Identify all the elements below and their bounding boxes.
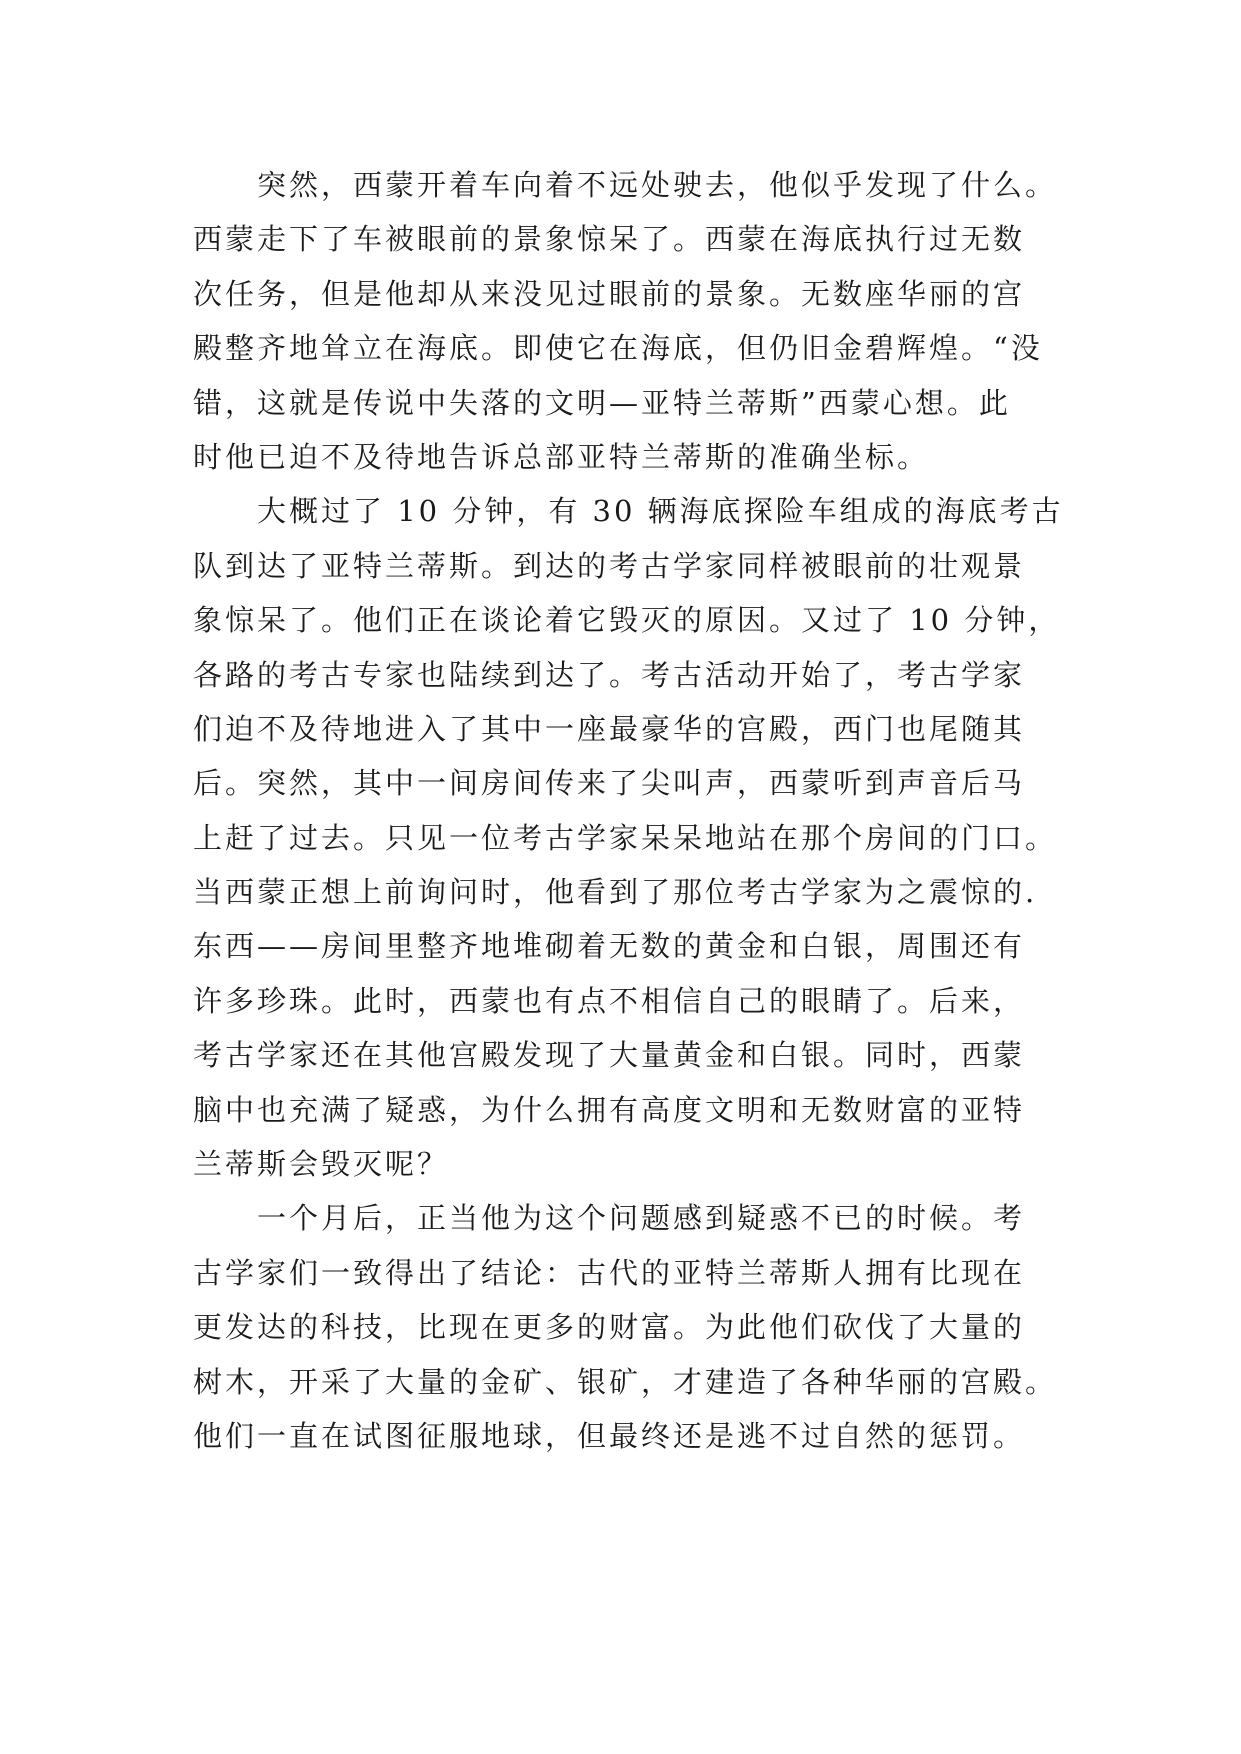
text-line: 次任务，但是他却从来没见过眼前的景象。无数座华丽的宫 [193, 276, 1026, 311]
text-line: 突然，西蒙开着车向着不远处驶去，他似乎发现了什么。 [257, 168, 1058, 202]
text-line: 树木，开采了大量的金矿、银矿，才建造了各种华丽的宫殿。 [193, 1364, 1058, 1399]
text-line: 各路的考古专家也陆续到达了。考古活动开始了，考古学家 [193, 657, 1026, 692]
text-line: 一个月后，正当他为这个问题感到疑惑不已的时候。考 [257, 1201, 1026, 1236]
text-line: 西蒙走下了车被眼前的景象惊呆了。西蒙在海底执行过无数 [193, 222, 1026, 257]
text-line: 队到达了亚特兰蒂斯。到达的考古学家同样被眼前的壮观景 [193, 548, 1026, 583]
text-line: 大概过了 10 分钟，有 30 辆海底探险车组成的海底考古 [257, 494, 1064, 529]
text-line: 许多珍珠。此时，西蒙也有点不相信自己的眼睛了。后来， [193, 983, 1026, 1018]
text-line: 象惊呆了。他们正在谈论着它毁灭的原因。又过了 10 分钟， [193, 603, 1061, 638]
text-line: 上赶了过去。只见一位考古学家呆呆地站在那个房间的门口。 [193, 820, 1058, 855]
paragraph-2 [193, 484, 1083, 1191]
text-line: 殿整齐地耸立在海底。即使它在海底，但仍旧金碧辉煌。“没 [193, 331, 1043, 366]
text-line: 脑中也充满了疑惑，为什么拥有高度文明和无数财富的亚特 [193, 1092, 1026, 1127]
paragraph-1 [193, 158, 1083, 484]
text-line: 时他已迫不及待地告诉总部亚特兰蒂斯的准确坐标。 [193, 439, 930, 474]
text-line: 后。突然，其中一间房间传来了尖叫声，西蒙听到声音后马 [193, 766, 1026, 801]
text-line: 们迫不及待地进入了其中一座最豪华的宫殿，西门也尾随其 [193, 711, 1026, 746]
text-line: 考古学家还在其他宫殿发现了大量黄金和白银。同时，西蒙 [193, 1038, 1026, 1073]
text-line: 兰蒂斯会毁灭呢？ [193, 1147, 450, 1182]
text-line: 古学家们一致得出了结论：古代的亚特兰蒂斯人拥有比现在 [193, 1255, 1026, 1290]
text-line: 更发达的科技，比现在更多的财富。为此他们砍伐了大量的 [193, 1310, 1026, 1345]
paragraph-3 [193, 1191, 1083, 1463]
text-line: 当西蒙正想上前询问时，他看到了那位考古学家为之震惊的. [193, 875, 1038, 910]
text-line: 东西——房间里整齐地堆砌着无数的黄金和白银，周围还有 [193, 929, 1026, 964]
body-text [193, 158, 1083, 1463]
text-line: 他们一直在试图征服地球，但最终还是逃不过自然的惩罚。 [193, 1418, 1026, 1453]
text-line: 错，这就是传说中失落的文明—亚特兰蒂斯”西蒙心想。此 [193, 385, 1011, 420]
